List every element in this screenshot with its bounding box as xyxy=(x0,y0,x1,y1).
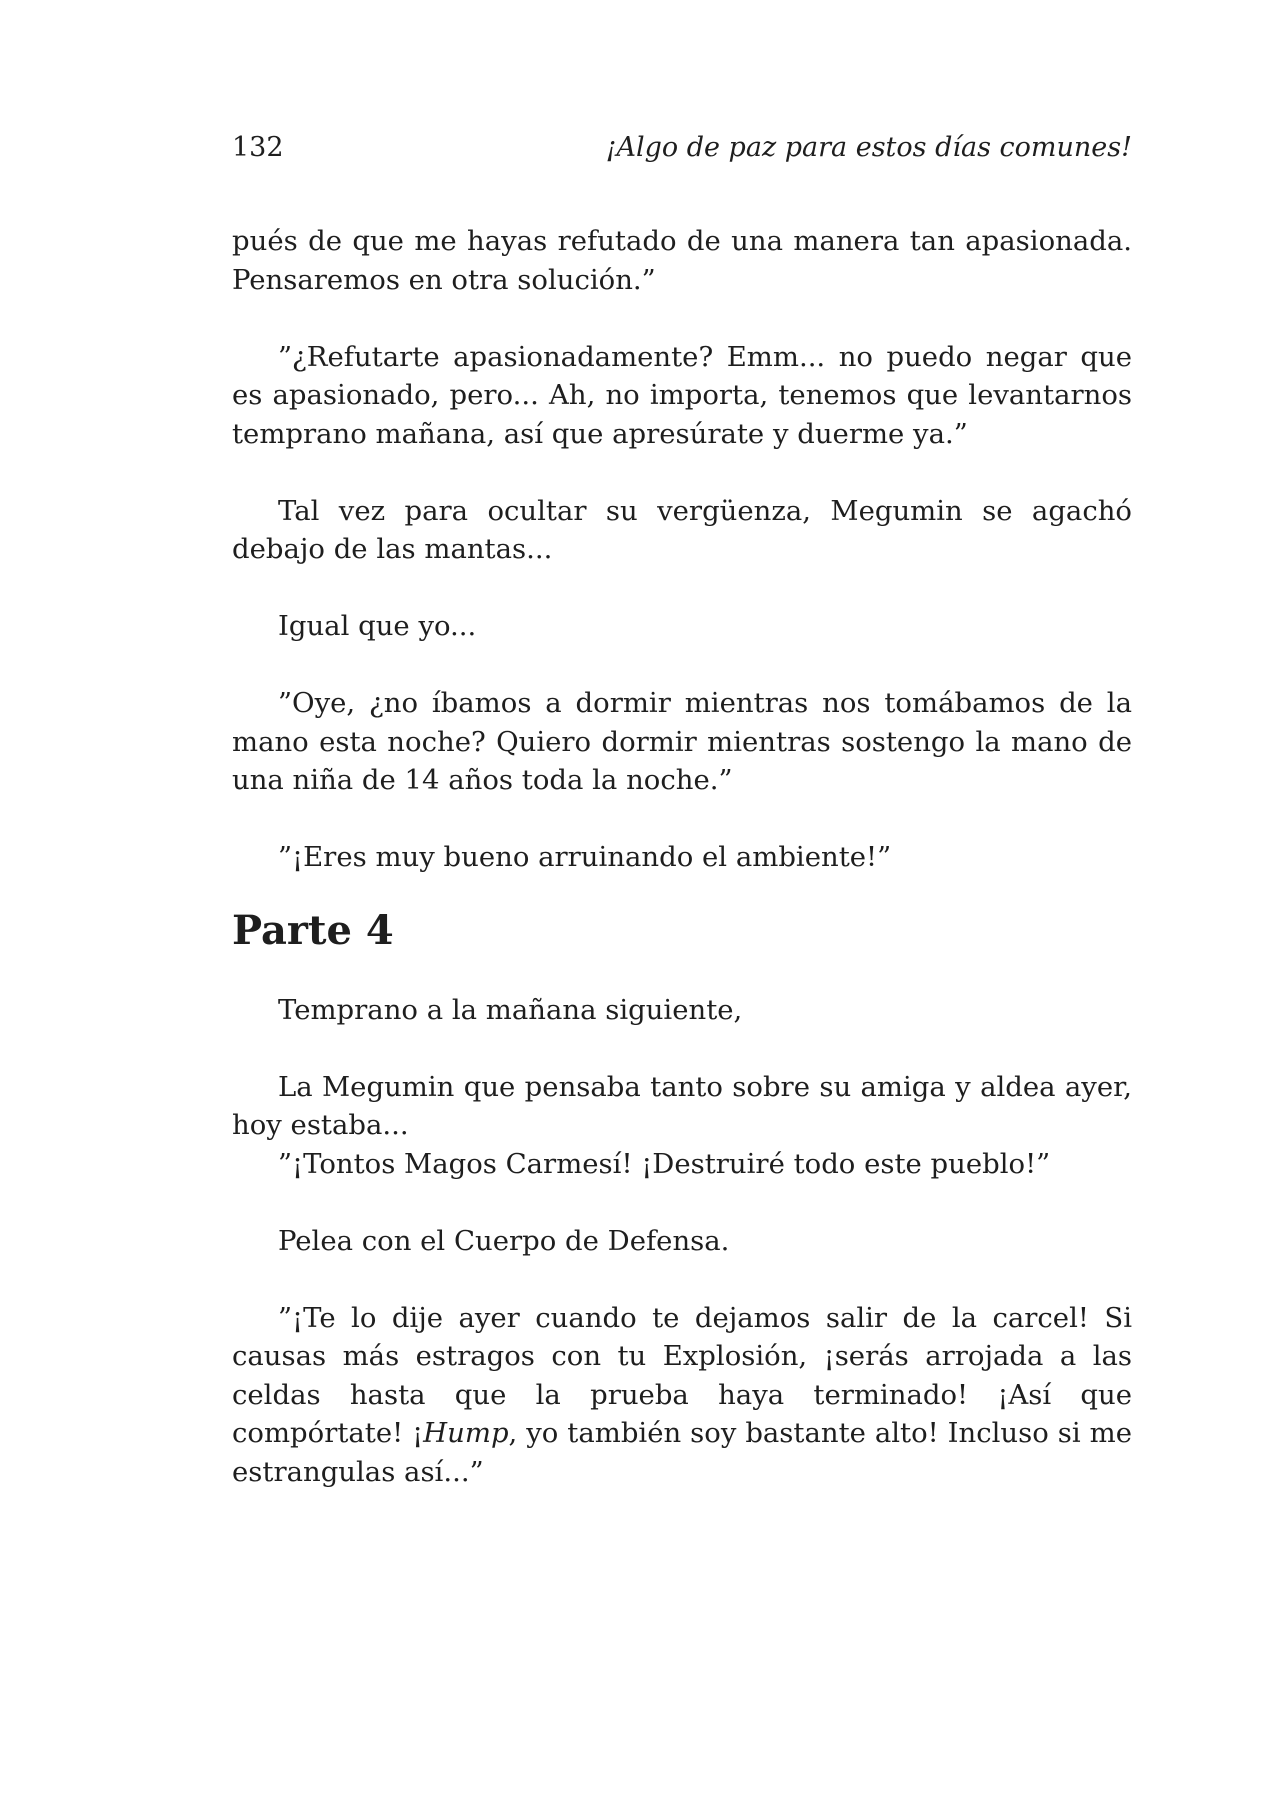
paragraph: La Megumin que pensaba tanto sobre su amiga y aldea ayer, hoy estaba... xyxy=(232,1070,1132,1141)
page-number: 132 xyxy=(232,132,284,163)
paragraph-text: ”¡Te lo dije ayer cuando te dejamos salir de la carcel! Si causas más estragos con tu Explosión, ¡serás arrojada a las celdas hasta que la prueba haya terminado! ¡Así que compórtate! ¡ xyxy=(232,1301,1132,1449)
paragraph: ”¡Eres muy bueno arruinando el ambiente!” xyxy=(278,841,892,873)
section-heading: Parte 4 xyxy=(232,906,394,954)
paragraph: Tal vez para ocultar su vergüenza, Megumin se agachó debajo de las mantas... xyxy=(232,494,1132,565)
paragraph: Igual que yo... xyxy=(278,610,477,642)
paragraph-text: , yo también soy bastante alto! Incluso si me estrangulas así...” xyxy=(232,1417,1132,1488)
book-title: ¡Algo de paz para estos días comunes! xyxy=(605,132,1132,163)
paragraph xyxy=(232,1299,1132,1492)
running-header xyxy=(232,128,1132,168)
body-text xyxy=(232,222,1132,1491)
emphasized-word: Hump xyxy=(423,1417,509,1449)
paragraph: Temprano a la mañana siguiente, xyxy=(278,993,743,1026)
paragraph: ”¡Tontos Magos Carmesí! ¡Destruiré todo este pueblo!” xyxy=(278,1147,1051,1180)
paragraph: Pelea con el Cuerpo de Defensa. xyxy=(278,1224,730,1257)
paragraph: ”¿Refutarte apasionadamente? Emm... no puedo negar que es apasionado, pero... Ah, no importa, tenemos que levantarnos temprano mañana, así que apresúrate y duerme ya.” xyxy=(232,340,1132,450)
paragraph: ”Oye, ¿no íbamos a dormir mientras nos tomábamos de la mano esta noche? Quiero dormir mientras sostengo la mano de una niña de 14 años toda la noche.” xyxy=(232,687,1132,796)
paragraph: pués de que me hayas refutado de una manera tan apasionada. Pensaremos en otra solución.” xyxy=(232,225,1132,296)
